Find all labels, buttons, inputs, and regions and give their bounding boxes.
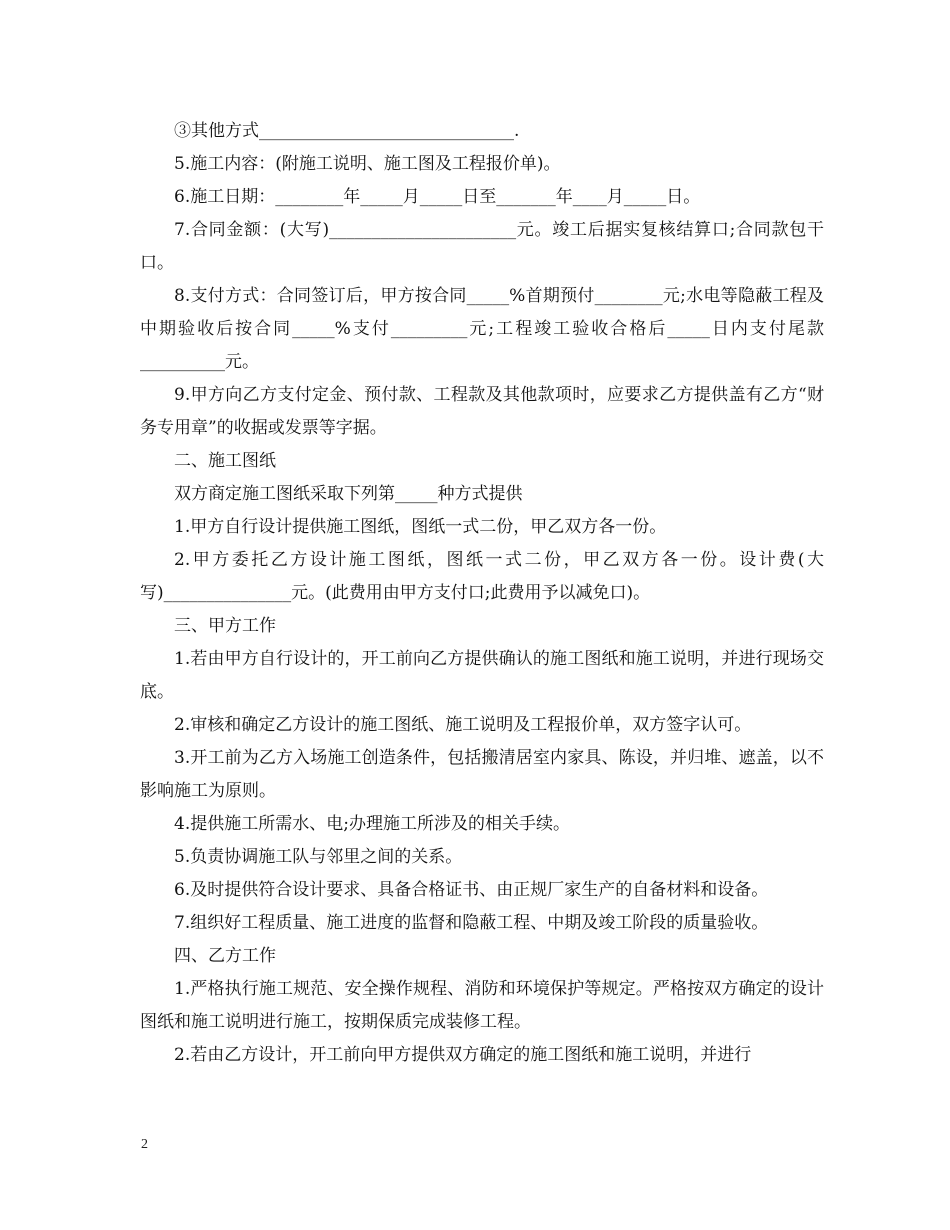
paragraph-construction-content: 5.施工内容：(附施工说明、施工图及工程报价单)。: [174, 154, 561, 174]
document-body: [140, 115, 824, 1072]
paragraph-drawing-method: 双方商定施工图纸采取下列第_____种方式提供: [174, 484, 523, 504]
paragraph-party-b-item-1: 1.严格执行施工规范、安全操作规程、消防和环境保护等规定。严格按双方确定的设计图纸和施工说明进行施工，按期保质完成装修工程。: [140, 979, 824, 1032]
paragraph-party-a-item-7: 7.组织好工程质量、施工进度的监督和隐蔽工程、中期及竣工阶段的质量验收。: [174, 913, 769, 933]
section-heading-party-b: 四、乙方工作: [174, 946, 276, 966]
paragraph-party-a-item-5: 5.负责协调施工队与邻里之间的关系。: [174, 847, 463, 867]
paragraph-party-a-item-4: 4.提供施工所需水、电;办理施工所涉及的相关手续。: [174, 814, 570, 834]
paragraph-party-a-item-3: 3.开工前为乙方入场施工创造条件，包括搬清居室内家具、陈设，并归堆、遮盖，以不影响施工为原则。: [140, 748, 824, 801]
paragraph-drawing-option-1: 1.甲方自行设计提供施工图纸，图纸一式二份，甲乙双方各一份。: [174, 517, 667, 537]
paragraph-party-a-item-2: 2.审核和确定乙方设计的施工图纸、施工说明及工程报价单，双方签字认可。: [174, 715, 752, 735]
paragraph-receipt-requirement: 9.甲方向乙方支付定金、预付款、工程款及其他款项时，应要求乙方提供盖有乙方“财务专用章”的收据或发票等字据。: [140, 385, 824, 438]
paragraph-party-a-item-6: 6.及时提供符合设计要求、具备合格证书、由正规厂家生产的自备材料和设备。: [174, 880, 769, 900]
paragraph-drawing-option-2: 2.甲方委托乙方设计施工图纸，图纸一式二份，甲乙双方各一份。设计费(大写)_______________元。(此费用由甲方支付口;此费用予以减免口)。: [140, 550, 824, 603]
paragraph-construction-dates: 6.施工日期：________年_____月_____日至_______年____月_____日。: [174, 187, 701, 207]
page-number: 2: [141, 1137, 148, 1152]
paragraph-other-method: ③其他方式______________________________.: [174, 121, 520, 141]
section-heading-drawings: 二、施工图纸: [174, 451, 276, 471]
paragraph-party-a-item-1: 1.若由甲方自行设计的，开工前向乙方提供确认的施工图纸和施工说明，并进行现场交底。: [140, 649, 824, 702]
paragraph-contract-amount: 7.合同金额：(大写)______________________元。竣工后据实复核结算口;合同款包干口。: [140, 220, 824, 273]
section-heading-party-a: 三、甲方工作: [174, 616, 276, 636]
paragraph-party-b-item-2: 2.若由乙方设计，开工前向甲方提供双方确定的施工图纸和施工说明，并进行: [174, 1045, 752, 1065]
paragraph-payment-method: 8.支付方式：合同签订后，甲方按合同_____%首期预付________元;水电等隐蔽工程及中期验收后按合同_____%支付_________元;工程竣工验收合格后_____日内支付尾款__________元。: [140, 286, 824, 372]
